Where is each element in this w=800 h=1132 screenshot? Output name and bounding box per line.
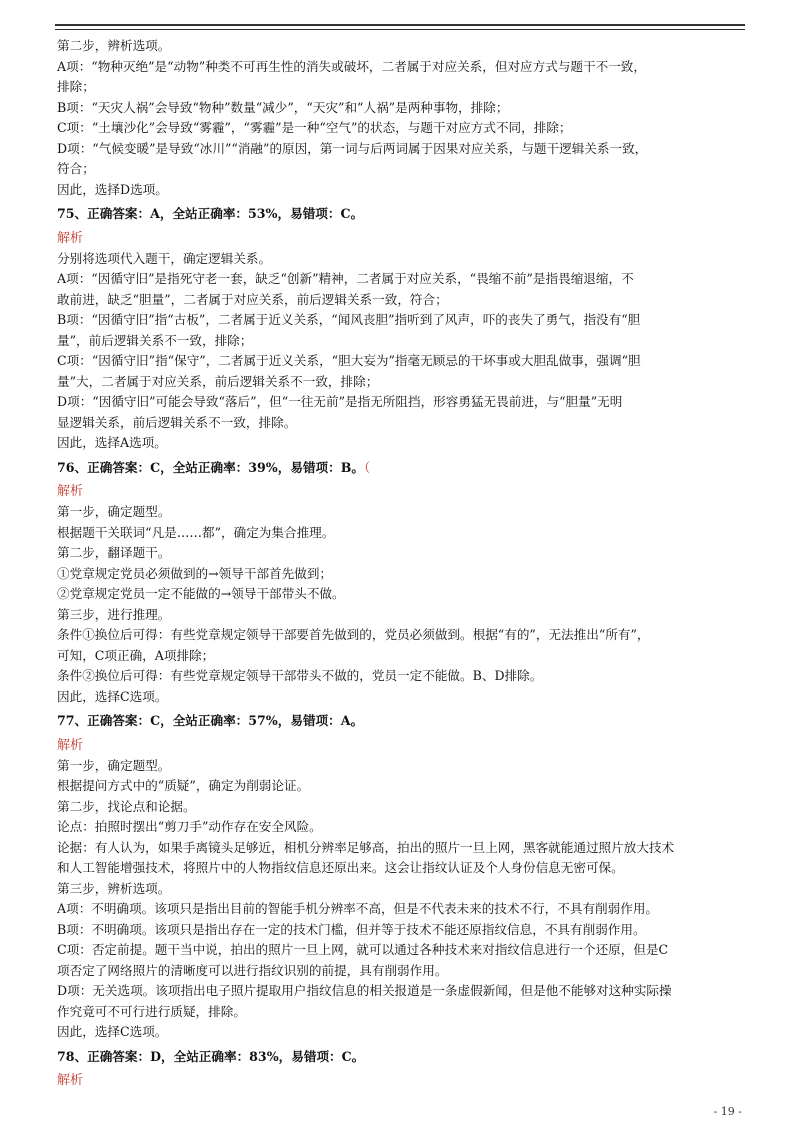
paragraph-line: 符合； bbox=[57, 161, 95, 176]
paragraph-line: C项：“土壤沙化”会导致“雾霾”，“雾霾”是一种“空气”的状态，与题干对应方式不同，排除； bbox=[57, 120, 572, 135]
paragraph-line: 可知，C项正确，A项排除； bbox=[57, 647, 215, 663]
header-rule-thin bbox=[55, 29, 745, 30]
analysis-label: 解析 bbox=[57, 230, 84, 246]
paragraph-line: 因此，选择C选项。 bbox=[57, 688, 168, 704]
answer-heading bbox=[57, 204, 747, 225]
answer-heading bbox=[57, 711, 747, 732]
paragraph-line: 因此，选择D选项。 bbox=[57, 181, 168, 197]
paragraph-line: 分别将选项代入题干，确定逻辑关系。 bbox=[57, 250, 272, 266]
paragraph-line: A项：“因循守旧”是指死守老一套，缺乏“创新”精神，二者属于对应关系，“畏缩不前”是指畏缩退缩，不 bbox=[57, 271, 634, 286]
analysis-label: 解析 bbox=[57, 737, 84, 753]
answer-heading-text: 75、正确答案：A，全站正确率：53%，易错项：C。 bbox=[57, 206, 364, 221]
answer-heading bbox=[57, 1047, 747, 1068]
paragraph-line: 和人工智能增强技术，将照片中的人物指纹信息还原出来。这会让指纹认证及个人身份信息无密可保。 bbox=[57, 860, 624, 875]
paragraph-line: 条件②换位后可得：有些党章规定领导干部带头不做的，党员一定不能做。B、D排除。 bbox=[57, 668, 543, 683]
paragraph-line: A项：“物种灭绝”是“动物”种类不可再生性的消失或破坏，二者属于对应关系，但对应方式与题干不一致， bbox=[57, 58, 646, 74]
paragraph-line: D项：无关选项。该项指出电子照片提取用户指纹信息的相关报道是一条虚假新闻，但是他不能够对这种实际操 bbox=[57, 983, 672, 998]
paragraph-line: 因此，选择C选项。 bbox=[57, 1024, 168, 1039]
paragraph-line: 第二步，翻译题干。 bbox=[57, 545, 171, 560]
analysis-label: 解析 bbox=[57, 484, 84, 499]
paragraph-line: 排除； bbox=[57, 79, 95, 94]
paragraph-line: 项否定了网络照片的清晰度可以进行指纹识别的前提，具有削弱作用。 bbox=[57, 962, 448, 978]
paragraph-line: 第三步，进行推理。 bbox=[57, 606, 171, 622]
paragraph-line: B项：“天灾人祸”会导致“物种”数量“减少”，“天灾”和“人祸”是两种事物，排除； bbox=[57, 99, 509, 115]
paragraph-line: B项：不明确项。该项只是指出存在一定的技术门槛，但并等于技术不能还原指纹信息，不具有削弱作用。 bbox=[57, 921, 646, 937]
paragraph-line: ②党章规定党员一定不能做的→领导干部带头不做。 bbox=[57, 586, 345, 601]
stray-mark: （ bbox=[363, 459, 371, 475]
paragraph-line: 根据提问方式中的“质疑”，确定为削弱论证。 bbox=[57, 778, 310, 793]
paragraph-line: D项：“气候变暖”是导致“冰川”“消融”的原因，第一词与后两词属于因果对应关系，与题干逻辑关系一致， bbox=[57, 140, 648, 156]
document-body bbox=[57, 36, 747, 1091]
paragraph-line: 第二步，找论点和论据。 bbox=[57, 798, 196, 814]
paragraph-line: 作究竟可不可行进行质疑，排除。 bbox=[57, 1003, 246, 1019]
answer-heading-text: 77、正确答案：C，全站正确率：57%，易错项：A。 bbox=[57, 713, 364, 728]
paragraph-line: A项：不明确项。该项只是指出目前的智能手机分辨率不高，但是不代表未来的技术不行，不具有削弱作用。 bbox=[57, 901, 659, 916]
paragraph-line: ①党章规定党员必须做到的→领导干部首先做到； bbox=[57, 565, 333, 581]
paragraph-line: 论据：有人认为，如果手离镜头足够近，相机分辨率足够高，拍出的照片一旦上网，黑客就能通过照片放大技术 bbox=[57, 839, 675, 855]
paragraph-line: 第二步，辨析选项。 bbox=[57, 38, 171, 53]
paragraph-line: C项：“因循守旧”指“保守”，二者属于近义关系，“胆大妄为”指毫无顾忌的干坏事或大胆乱做事，强调“胆 bbox=[57, 353, 641, 368]
paragraph-line: 根据题干关联词“凡是……都”，确定为集合推理。 bbox=[57, 524, 335, 540]
paragraph-line: 第一步，确定题型。 bbox=[57, 757, 171, 773]
answer-heading bbox=[57, 458, 747, 479]
paragraph-line: D项：“因循守旧”可能会导致“落后”，但“一往无前”是指无所阻挡，形容勇猛无畏前进，与“胆量”无明 bbox=[57, 394, 623, 409]
analysis-label: 解析 bbox=[57, 1073, 84, 1088]
paragraph-line: 量”大，二者属于对应关系，前后逻辑关系不一致，排除； bbox=[57, 373, 379, 389]
answer-heading-text: 76、正确答案：C，全站正确率：39%，易错项：B。 bbox=[57, 459, 364, 475]
paragraph-line: 显逻辑关系，前后逻辑关系不一致，排除。 bbox=[57, 414, 297, 430]
paragraph-line: B项：“因循守旧”指“古板”，二者属于近义关系，“闻风丧胆”指听到了风声，吓的丧失了勇气，指没有“胆 bbox=[57, 312, 641, 327]
answer-heading-text: 78、正确答案：D，全站正确率：83%，易错项：C。 bbox=[57, 1048, 365, 1064]
header-rule-thick bbox=[55, 24, 745, 26]
page-number: - 19 - bbox=[713, 1105, 742, 1118]
paragraph-line: 第一步，确定题型。 bbox=[57, 504, 171, 519]
paragraph-line: 条件①换位后可得：有些党章规定领导干部要首先做到的，党员必须做到。根据“有的”，无法推出“所有”， bbox=[57, 627, 650, 642]
paragraph-line: 因此，选择A选项。 bbox=[57, 435, 167, 450]
paragraph-line: C项：否定前提。题干当中说，拍出的照片一旦上网，就可以通过各种技术来对指纹信息进行一个还原，但是C bbox=[57, 942, 669, 957]
paragraph-line: 第三步，辨析选项。 bbox=[57, 880, 171, 896]
paragraph-line: 论点：拍照时摆出“剪刀手”动作存在安全风险。 bbox=[57, 819, 322, 834]
paragraph-line: 量”，前后逻辑关系不一致，排除； bbox=[57, 332, 253, 348]
paragraph-line: 敢前进，缺乏“胆量”，二者属于对应关系，前后逻辑关系一致，符合； bbox=[57, 291, 448, 307]
